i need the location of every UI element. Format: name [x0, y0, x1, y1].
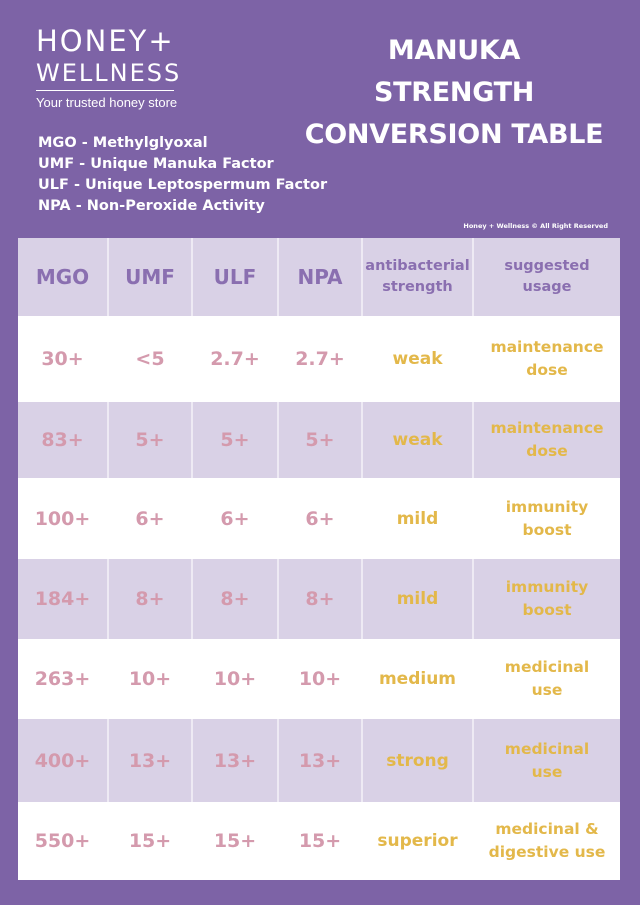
cell-strength: weak: [363, 316, 474, 402]
cell-umf: <5: [109, 316, 193, 402]
cell-usage: [474, 402, 620, 478]
cell-usage: [474, 478, 620, 559]
header-usage: [474, 238, 620, 316]
cell-strength: superior: [363, 802, 474, 880]
definition-umf: UMF - Unique Manuka Factor: [38, 156, 274, 172]
title-line1: MANUKA STRENGTH: [374, 35, 534, 108]
cell-mgo: 400+: [18, 719, 109, 802]
table-row: [18, 559, 620, 639]
cell-usage-line: dose: [526, 361, 568, 379]
cell-usage: [474, 719, 620, 802]
cell-usage: [474, 316, 620, 402]
definition-npa: NPA - Non-Peroxide Activity: [38, 198, 265, 214]
header-ulf: ULF: [193, 238, 279, 316]
cell-npa: 2.7+: [279, 316, 363, 402]
logo-line2: WELLNESS: [36, 59, 182, 87]
logo-tagline: Your trusted honey store: [36, 95, 178, 110]
cell-ulf: 13+: [193, 719, 279, 802]
logo-line1: HONEY+: [36, 24, 175, 58]
table-row: [18, 402, 620, 478]
definitions-list: [38, 133, 327, 217]
table-row: [18, 316, 620, 402]
cell-usage-line: maintenance: [490, 419, 604, 437]
cell-ulf: 10+: [193, 639, 279, 719]
cell-usage-line: medicinal: [504, 658, 590, 676]
cell-npa: 5+: [279, 402, 363, 478]
cell-npa: 6+: [279, 478, 363, 559]
definition-mgo: MGO - Methylglyoxal: [38, 135, 208, 151]
cell-umf: 15+: [109, 802, 193, 880]
cell-ulf: 8+: [193, 559, 279, 639]
cell-mgo: 263+: [18, 639, 109, 719]
cell-npa: 13+: [279, 719, 363, 802]
cell-strength: mild: [363, 478, 474, 559]
header-npa: NPA: [279, 238, 363, 316]
cell-mgo: 100+: [18, 478, 109, 559]
cell-usage-line: boost: [522, 520, 572, 539]
cell-umf: 6+: [109, 478, 193, 559]
table-row: [18, 802, 620, 880]
copyright-notice: Honey + Wellness © All Right Reserved: [463, 222, 608, 230]
cell-mgo: 550+: [18, 802, 109, 880]
cell-usage-line: immunity: [505, 497, 589, 516]
cell-usage-line: use: [531, 762, 563, 781]
header-mgo: MGO: [18, 238, 109, 316]
cell-usage: [474, 639, 620, 719]
cell-strength: weak: [363, 402, 474, 478]
cell-strength: mild: [363, 559, 474, 639]
cell-usage-line: medicinal: [504, 739, 590, 758]
cell-umf: 5+: [109, 402, 193, 478]
cell-npa: 15+: [279, 802, 363, 880]
cell-mgo: 184+: [18, 559, 109, 639]
cell-ulf: 5+: [193, 402, 279, 478]
cell-umf: 8+: [109, 559, 193, 639]
header-strength-line2: strength: [382, 279, 453, 295]
definition-ulf: ULF - Unique Leptospermum Factor: [38, 177, 328, 193]
cell-strength: medium: [363, 639, 474, 719]
cell-npa: 10+: [279, 639, 363, 719]
logo-divider: [36, 90, 174, 91]
cell-usage-line: medicinal &: [495, 820, 599, 838]
cell-umf: 10+: [109, 639, 193, 719]
conversion-table: [18, 238, 620, 880]
cell-umf: 13+: [109, 719, 193, 802]
table-header-row: [18, 238, 620, 316]
header-strength-line1: antibacterial: [365, 258, 470, 274]
cell-npa: 8+: [279, 559, 363, 639]
cell-usage-line: use: [531, 681, 563, 699]
header-usage-line2: usage: [522, 279, 572, 295]
header-umf: UMF: [109, 238, 193, 316]
title-line2: CONVERSION TABLE: [304, 119, 604, 150]
cell-usage-line: digestive use: [488, 843, 606, 861]
cell-usage: [474, 559, 620, 639]
page-title: [304, 30, 604, 156]
cell-ulf: 2.7+: [193, 316, 279, 402]
cell-usage-line: immunity: [505, 578, 589, 596]
cell-usage-line: boost: [522, 601, 572, 619]
cell-ulf: 15+: [193, 802, 279, 880]
brand-logo: [36, 24, 182, 110]
cell-strength: strong: [363, 719, 474, 802]
cell-usage-line: maintenance: [490, 338, 604, 356]
table-row: [18, 639, 620, 719]
header-strength: [363, 238, 474, 316]
cell-mgo: 83+: [18, 402, 109, 478]
cell-usage: [474, 802, 620, 880]
cell-mgo: 30+: [18, 316, 109, 402]
cell-ulf: 6+: [193, 478, 279, 559]
table-body: [18, 238, 620, 880]
table-row: [18, 719, 620, 802]
cell-usage-line: dose: [526, 442, 568, 460]
header-usage-line1: suggested: [504, 258, 590, 274]
table-row: [18, 478, 620, 559]
